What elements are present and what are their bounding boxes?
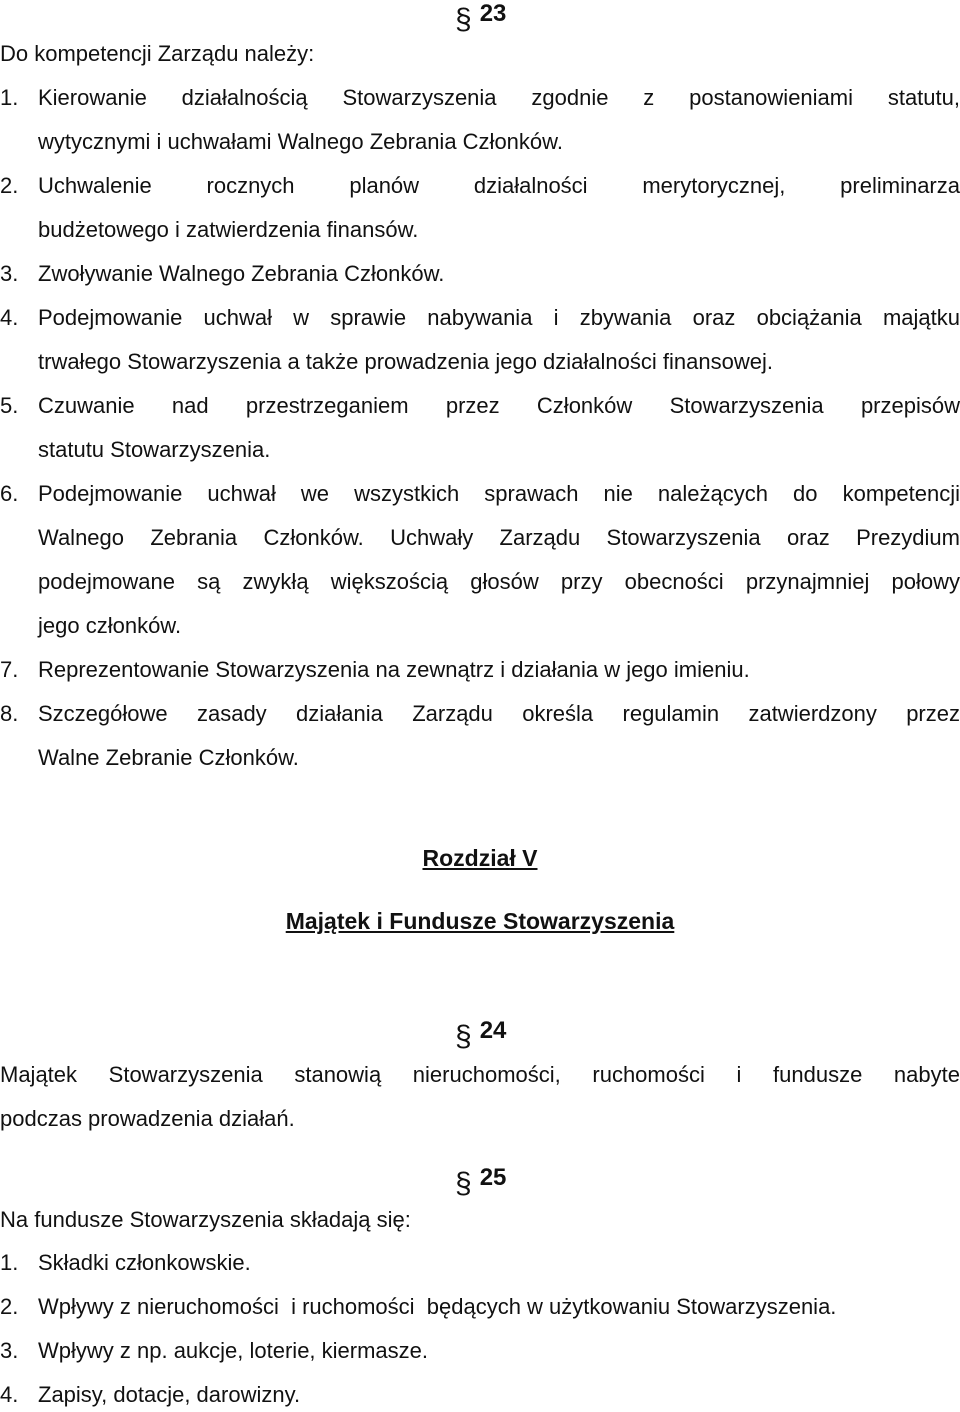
- list-item-text: Reprezentowanie Stowarzyszenia na zewnątrz i działania w jego imieniu.: [38, 657, 750, 682]
- section-24-text: podczas prowadzenia działań.: [0, 1106, 295, 1131]
- list-item-text: Szczegółowe zasady działania Zarządu określa regulamin zatwierdzony przez: [38, 701, 960, 726]
- list-item-text: jego członków.: [38, 613, 182, 638]
- list-item-number: 8.: [0, 701, 19, 726]
- list-item-text: Kierowanie działalnością Stowarzyszenia zgodnie z postanowieniami statutu,: [38, 85, 960, 110]
- list-item-number: 5.: [0, 393, 19, 418]
- list-item-text: podejmowane są zwykłą większością głosów przy obecności przynajmniej połowy: [38, 569, 960, 594]
- list-item-text: Walne Zebranie Członków.: [38, 745, 299, 770]
- list-item-number: 3.: [0, 1338, 19, 1363]
- list-item-number: 4.: [0, 305, 19, 330]
- section-23-intro: Do kompetencji Zarządu należy:: [0, 41, 315, 66]
- list-item-text: wytycznymi i uchwałami Walnego Zebrania Członków.: [38, 129, 563, 154]
- section-25-intro: Na fundusze Stowarzyszenia składają się:: [0, 1207, 411, 1232]
- list-item-text: Walnego Zebrania Członków. Uchwały Zarządu Stowarzyszenia oraz Prezydium: [38, 525, 960, 550]
- paragraph-24-marker: § 24: [455, 1017, 507, 1053]
- list-item-text: budżetowego i zatwierdzenia finansów.: [38, 217, 419, 242]
- list-item-text: Wpływy z nieruchomości i ruchomości będących w użytkowaniu Stowarzyszenia.: [38, 1294, 837, 1319]
- list-item-text: Zapisy, dotacje, darowizny.: [38, 1382, 301, 1407]
- list-item-text: Wpływy z np. aukcje, loterie, kiermasze.: [38, 1338, 429, 1363]
- list-item-number: 6.: [0, 481, 19, 506]
- list-item-number: 2.: [0, 173, 19, 198]
- list-item-text: Podejmowanie uchwał we wszystkich sprawach nie należących do kompetencji: [38, 481, 960, 506]
- list-item-text: Podejmowanie uchwał w sprawie nabywania i zbywania oraz obciążania majątku: [38, 305, 960, 330]
- list-item-number: 7.: [0, 657, 19, 682]
- list-item-number: 4.: [0, 1382, 19, 1407]
- section-24-text: Majątek Stowarzyszenia stanowią nieruchomości, ruchomości i fundusze nabyte: [0, 1062, 960, 1087]
- paragraph-23-marker: § 23: [455, 0, 507, 36]
- list-item-text: trwałego Stowarzyszenia a także prowadzenia jego działalności finansowej.: [38, 349, 773, 374]
- list-item-number: 1.: [0, 85, 19, 110]
- list-item-text: Zwoływanie Walnego Zebrania Członków.: [38, 261, 445, 286]
- list-item-number: 3.: [0, 261, 19, 286]
- chapter-title: Rozdział V: [422, 845, 538, 871]
- list-item-text: Czuwanie nad przestrzeganiem przez Członków Stowarzyszenia przepisów: [38, 393, 960, 418]
- paragraph-25-marker: § 25: [455, 1164, 507, 1200]
- list-item-number: 2.: [0, 1294, 19, 1319]
- list-item-number: 1.: [0, 1250, 19, 1275]
- list-item-text: statutu Stowarzyszenia.: [38, 437, 271, 462]
- chapter-subtitle: Majątek i Fundusze Stowarzyszenia: [285, 908, 675, 934]
- list-item-text: Składki członkowskie.: [38, 1250, 251, 1275]
- list-item-text: Uchwalenie rocznych planów działalności merytorycznej, preliminarza: [38, 173, 960, 198]
